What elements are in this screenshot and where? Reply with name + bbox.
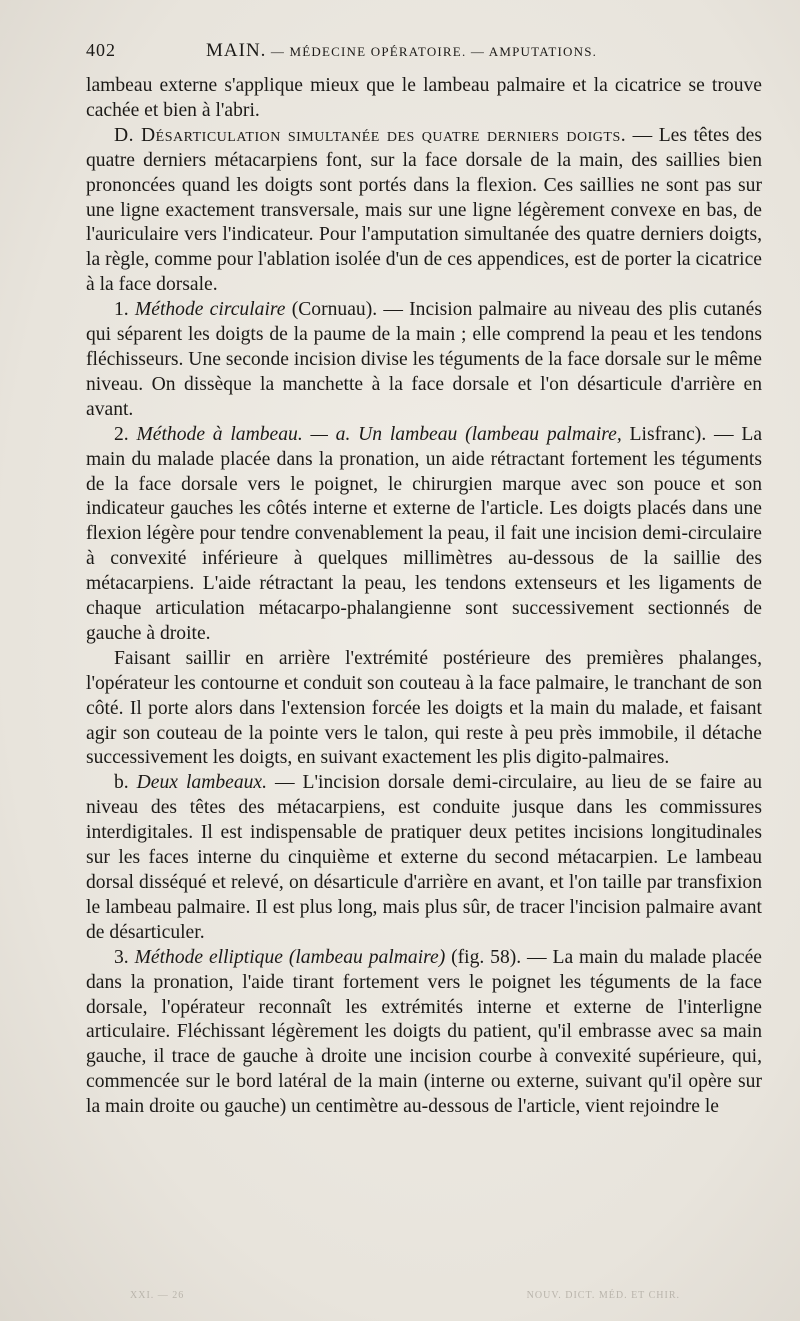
paragraph: Faisant saillir en arrière l'extrémité postérieure des premières phalanges, l'opérateur les contourne et conduit son couteau à la face palmaire, le tranchant de son côté. Il porte alors dans l'extension forcée les doigts et la main du malade, et faisant agir son couteau de la pointe vers le talon, qui reste à peu près immobile, il détache successivement les doigts, en suivant exactement les plis digito-palmaires. <box>86 647 762 769</box>
method-title: Méthode elliptique (lambeau palmaire) <box>134 946 446 968</box>
signature-mark: XXI. — 26 <box>130 1290 185 1301</box>
paragraph: 1. Méthode circulaire (Cornuau). — Incision palmaire au niveau des plis cutanés qui séparent les doigts de la paume de la main ; elle comprend la peau et les tendons fléchisseurs. Une seconde incision divise les téguments de la face dorsale sur le même niveau. On dissèque la manchette à la face dorsale et l'on désarticule d'arrière en avant. <box>86 299 762 420</box>
paragraph: 2. Méthode à lambeau. — a. Un lambeau (lambeau palmaire, Lisfranc). — La main du malade placée dans la pronation, un aide rétractant fortement les téguments de la face dorsale vers le poignet, le chirurgien marque avec son pouce et son indicateur gauches les côtés interne et externe de l'article. Les doigts placés dans une flexion légère pour tendre convenablement la peau, il fait une incision demi-circulaire à convexité inférieure à quelques millimètres au-dessous de la saillie des métacarpiens. L'aide rétractant la peau, les tendons extenseurs et les ligaments de chaque articulation métacarpo-phalangienne sont successivement sectionnés de gauche à droite. <box>86 423 763 644</box>
running-title-main: MAIN. <box>206 40 267 61</box>
body-text <box>86 74 762 1120</box>
paragraph: lambeau externe s'applique mieux que le lambeau palmaire et la cicatrice se trouve cachée et bien à l'abri. <box>86 75 762 121</box>
paragraph: b. Deux lambeaux. — L'incision dorsale demi-circulaire, au lieu de se faire au niveau des têtes des métacarpiens, est conduite jusque dans les commissures interdigitales. Il est indispensable de pratiquer deux petites incisions longitudinales sur les faces interne du cinquième et externe du second métacarpien. Le lambeau dorsal disséqué et relevé, on désarticule d'arrière en avant, et l'on taille par transfixion le lambeau palmaire. Il est plus long, mais plus sûr, de tracer l'incision palmaire avant de désarticuler. <box>86 772 762 943</box>
section-heading: D. Désarticulation simultanée des quatre derniers doigts. <box>114 124 627 146</box>
running-head <box>86 40 762 66</box>
page-number: 402 <box>86 40 116 60</box>
running-title <box>206 40 597 62</box>
paragraph: 3. Méthode elliptique (lambeau palmaire) (fig. 58). — La main du malade placée dans la pronation, l'aide tirant fortement vers le poignet les téguments de la face dorsale, l'opérateur reconnaît les extrémités interne et externe de l'interligne articulaire. Fléchissant légèrement les doigts du patient, qu'il embrasse avec sa main gauche, il trace de gauche à droite une incision courbe à convexité supérieure, qui, commencée sur le bord latéral de la main (interne ou externe, suivant qu'il opère sur la main droite ou gauche) un centimètre au-dessous de l'article, vient rejoindre le <box>86 946 762 1118</box>
method-title: Méthode circulaire <box>134 299 286 321</box>
method-title: Méthode à lambeau. — a. Un lambeau (lambeau palmaire, <box>136 423 622 445</box>
imprint: NOUV. DICT. MÉD. ET CHIR. <box>526 1290 680 1301</box>
paragraph: D. Désarticulation simultanée des quatre derniers doigts. — Les têtes des quatre derniers métacarpiens font, sur la face dorsale de la main, des saillies bien prononcées quand les doigts sont portés dans la flexion. Ces saillies ne sont pas sur une ligne exactement transversale, mais sur une ligne légèrement convexe en bas, de l'auriculaire vers l'indicateur. Pour l'amputation simultanée des quatre derniers doigts, la règle, comme pour l'ablation isolée d'un de ces appendices, est de porter la cicatrice à la face dorsale. <box>86 124 762 296</box>
method-title: Deux lambeaux. <box>136 772 268 794</box>
running-title-rest: — MÉDECINE OPÉRATOIRE. — AMPUTATIONS. <box>266 44 598 59</box>
signature-line <box>0 1290 800 1301</box>
